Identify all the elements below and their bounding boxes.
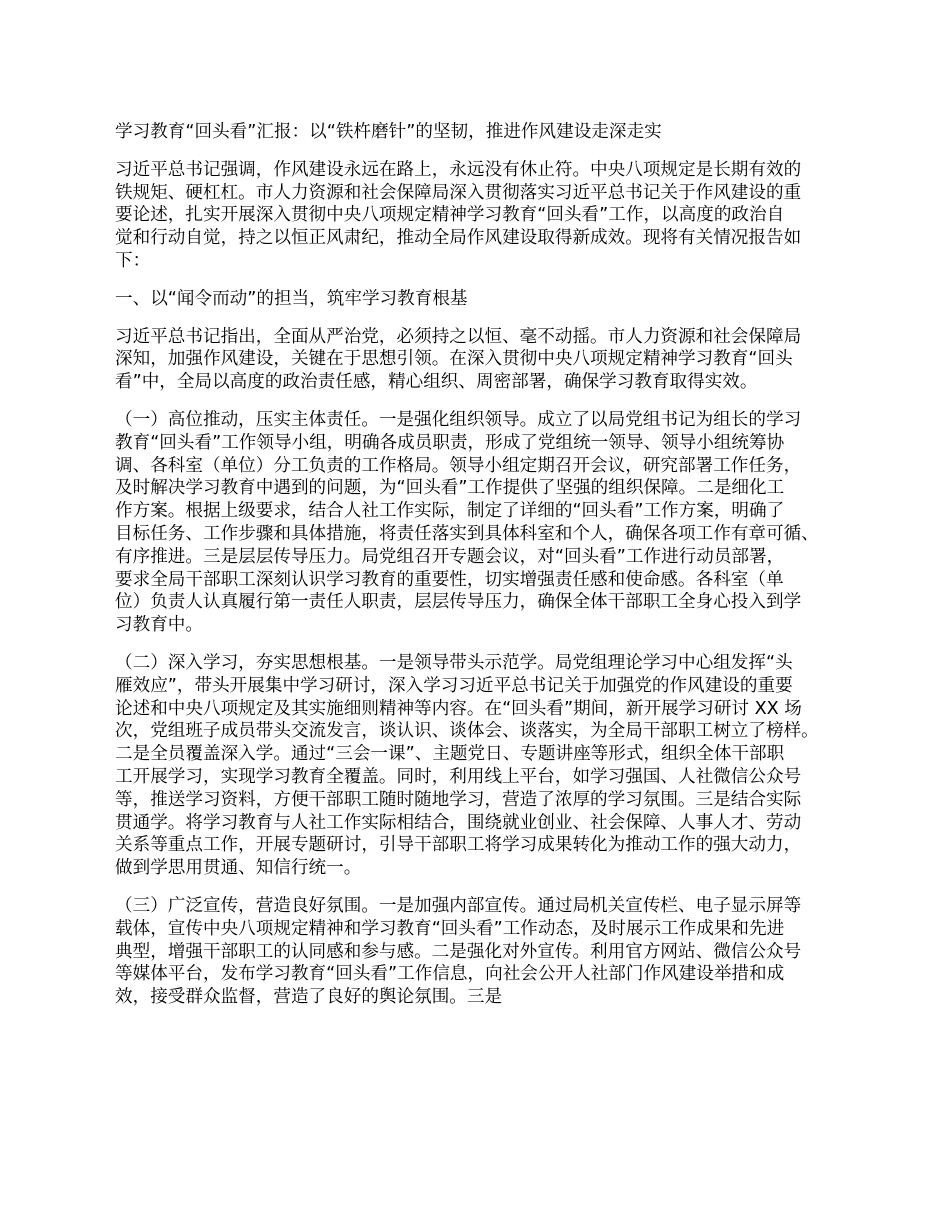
text-line: 一、以“闻令而动”的担当，筑牢学习教育根基 (115, 288, 468, 309)
text-line: 等，推送学习资料，方便干部职工随时随地学习，营造了浓厚的学习氛围。三是结合实际 (115, 789, 802, 810)
body-paragraph (115, 326, 865, 394)
body-paragraph (115, 409, 865, 637)
text-line: 次，党组班子成员带头交流发言，谈认识、谈体会、谈落实，为全局干部职工树立了榜样。 (115, 721, 819, 742)
text-line: 教育“回头看”工作领导小组，明确各成员职责，形成了党组统一领导、领导小组统筹协 (115, 432, 785, 453)
text-line: （三）广泛宣传，营造良好氛围。一是加强内部宣传。通过局机关宣传栏、电子显示屏等 (115, 895, 802, 916)
text-line: 下： (115, 250, 151, 271)
text-line: 要求全局干部职工深刻认识学习教育的重要性，切实增强责任感和使命感。各科室（单 (115, 569, 784, 590)
document-page (115, 121, 865, 1024)
text-line: 载体，宣传中央八项规定精神和学习教育“回头看”工作动态，及时展示工作成果和先进 (115, 918, 785, 939)
text-line: 雁效应”，带头开展集中学习研讨，深入学习习近平总书记关于加强党的作风建设的重要 (115, 675, 793, 696)
body-paragraph (115, 159, 865, 273)
text-line: 贯通学。将学习教育与人社工作实际相结合，围绕就业创业、社会保障、人事人才、劳动 (115, 812, 802, 833)
text-line: 看”中，全局以高度的政治责任感，精心组织、周密部署，确保学习教育取得实效。 (115, 372, 758, 393)
text-line: 及时解决学习教育中遇到的问题，为“回头看”工作提供了坚强的组织保障。二是细化工 (115, 478, 785, 499)
text-line: 关系等重点工作，开展专题研讨，引导干部职工将学习成果转化为推动工作的强大动力， (115, 835, 802, 856)
text-line: 效，接受群众监督，营造了良好的舆论氛围。三是 (115, 987, 503, 1008)
text-line: 习近平总书记强调，作风建设永远在路上，永远没有休止符。中央八项规定是长期有效的 (115, 159, 802, 180)
text-line: 调、各科室（单位）分工负责的工作格局。领导小组定期召开会议，研究部署工作任务， (115, 455, 802, 476)
text-line: 要论述，扎实开展深入贯彻中央八项规定精神学习教育“回头看”工作，以高度的政治自 (115, 205, 785, 226)
text-line: 工开展学习，实现学习教育全覆盖。同时，利用线上平台，如学习强国、人社微信公众号 (115, 766, 802, 787)
text-line: 典型，增强干部职工的认同感和参与感。二是强化对外宣传。利用官方网站、微信公众号 (115, 941, 802, 962)
text-line: 做到学思用贯通、知信行统一。 (115, 858, 362, 879)
text-line: 位）负责人认真履行第一责任人职责，层层传导压力，确保全体干部职工全身心投入到学 (115, 592, 802, 613)
text-line: 铁规矩、硬杠杠。市人力资源和社会保障局深入贯彻落实习近平总书记关于作风建设的重 (115, 182, 802, 203)
text-line: 等媒体平台，发布学习教育“回头看”工作信息，向社会公开人社部门作风建设举措和成 (115, 964, 785, 985)
text-line: 深知，加强作风建设，关键在于思想引领。在深入贯彻中央八项规定精神学习教育“回头 (115, 349, 793, 370)
section-heading (115, 288, 865, 311)
text-line: 习教育中。 (115, 615, 203, 636)
text-line: 学习教育“回头看”汇报：以“铁杵磨针”的坚韧，推进作风建设走深走实 (115, 122, 662, 142)
text-line: 觉和行动自觉，持之以恒正风肃纪，推动全局作风建设取得新成效。现将有关情况报告如 (115, 228, 802, 249)
text-line: 有序推进。三是层层传导压力。局党组召开专题会议，对“回头看”工作进行动员部署， (115, 546, 785, 567)
text-line: 论述和中央八项规定及其实施细则精神等内容。在“回头看”期间，新开展学习研讨 XX 场 (115, 698, 802, 719)
text-line: 二是全员覆盖深入学。通过“三会一课”、主题党日、专题讲座等形式，组织全体干部职 (115, 744, 785, 765)
document-title (115, 121, 865, 144)
body-paragraph (115, 895, 865, 1009)
text-line: （二）深入学习，夯实思想根基。一是领导带头示范学。局党组理论学习中心组发挥“头 (115, 652, 793, 673)
text-line: 作方案。根据上级要求，结合人社工作实际，制定了详细的“回头看”工作方案，明确了 (115, 501, 785, 522)
body-paragraph (115, 652, 865, 880)
text-line: 目标任务、工作步骤和具体措施，将责任落实到具体科室和个人，确保各项工作有章可循、 (115, 523, 819, 544)
text-line: （一）高位推动，压实主体责任。一是强化组织领导。成立了以局党组书记为组长的学习 (115, 409, 802, 430)
text-line: 习近平总书记指出，全面从严治党，必须持之以恒、毫不动摇。市人力资源和社会保障局 (115, 326, 802, 347)
